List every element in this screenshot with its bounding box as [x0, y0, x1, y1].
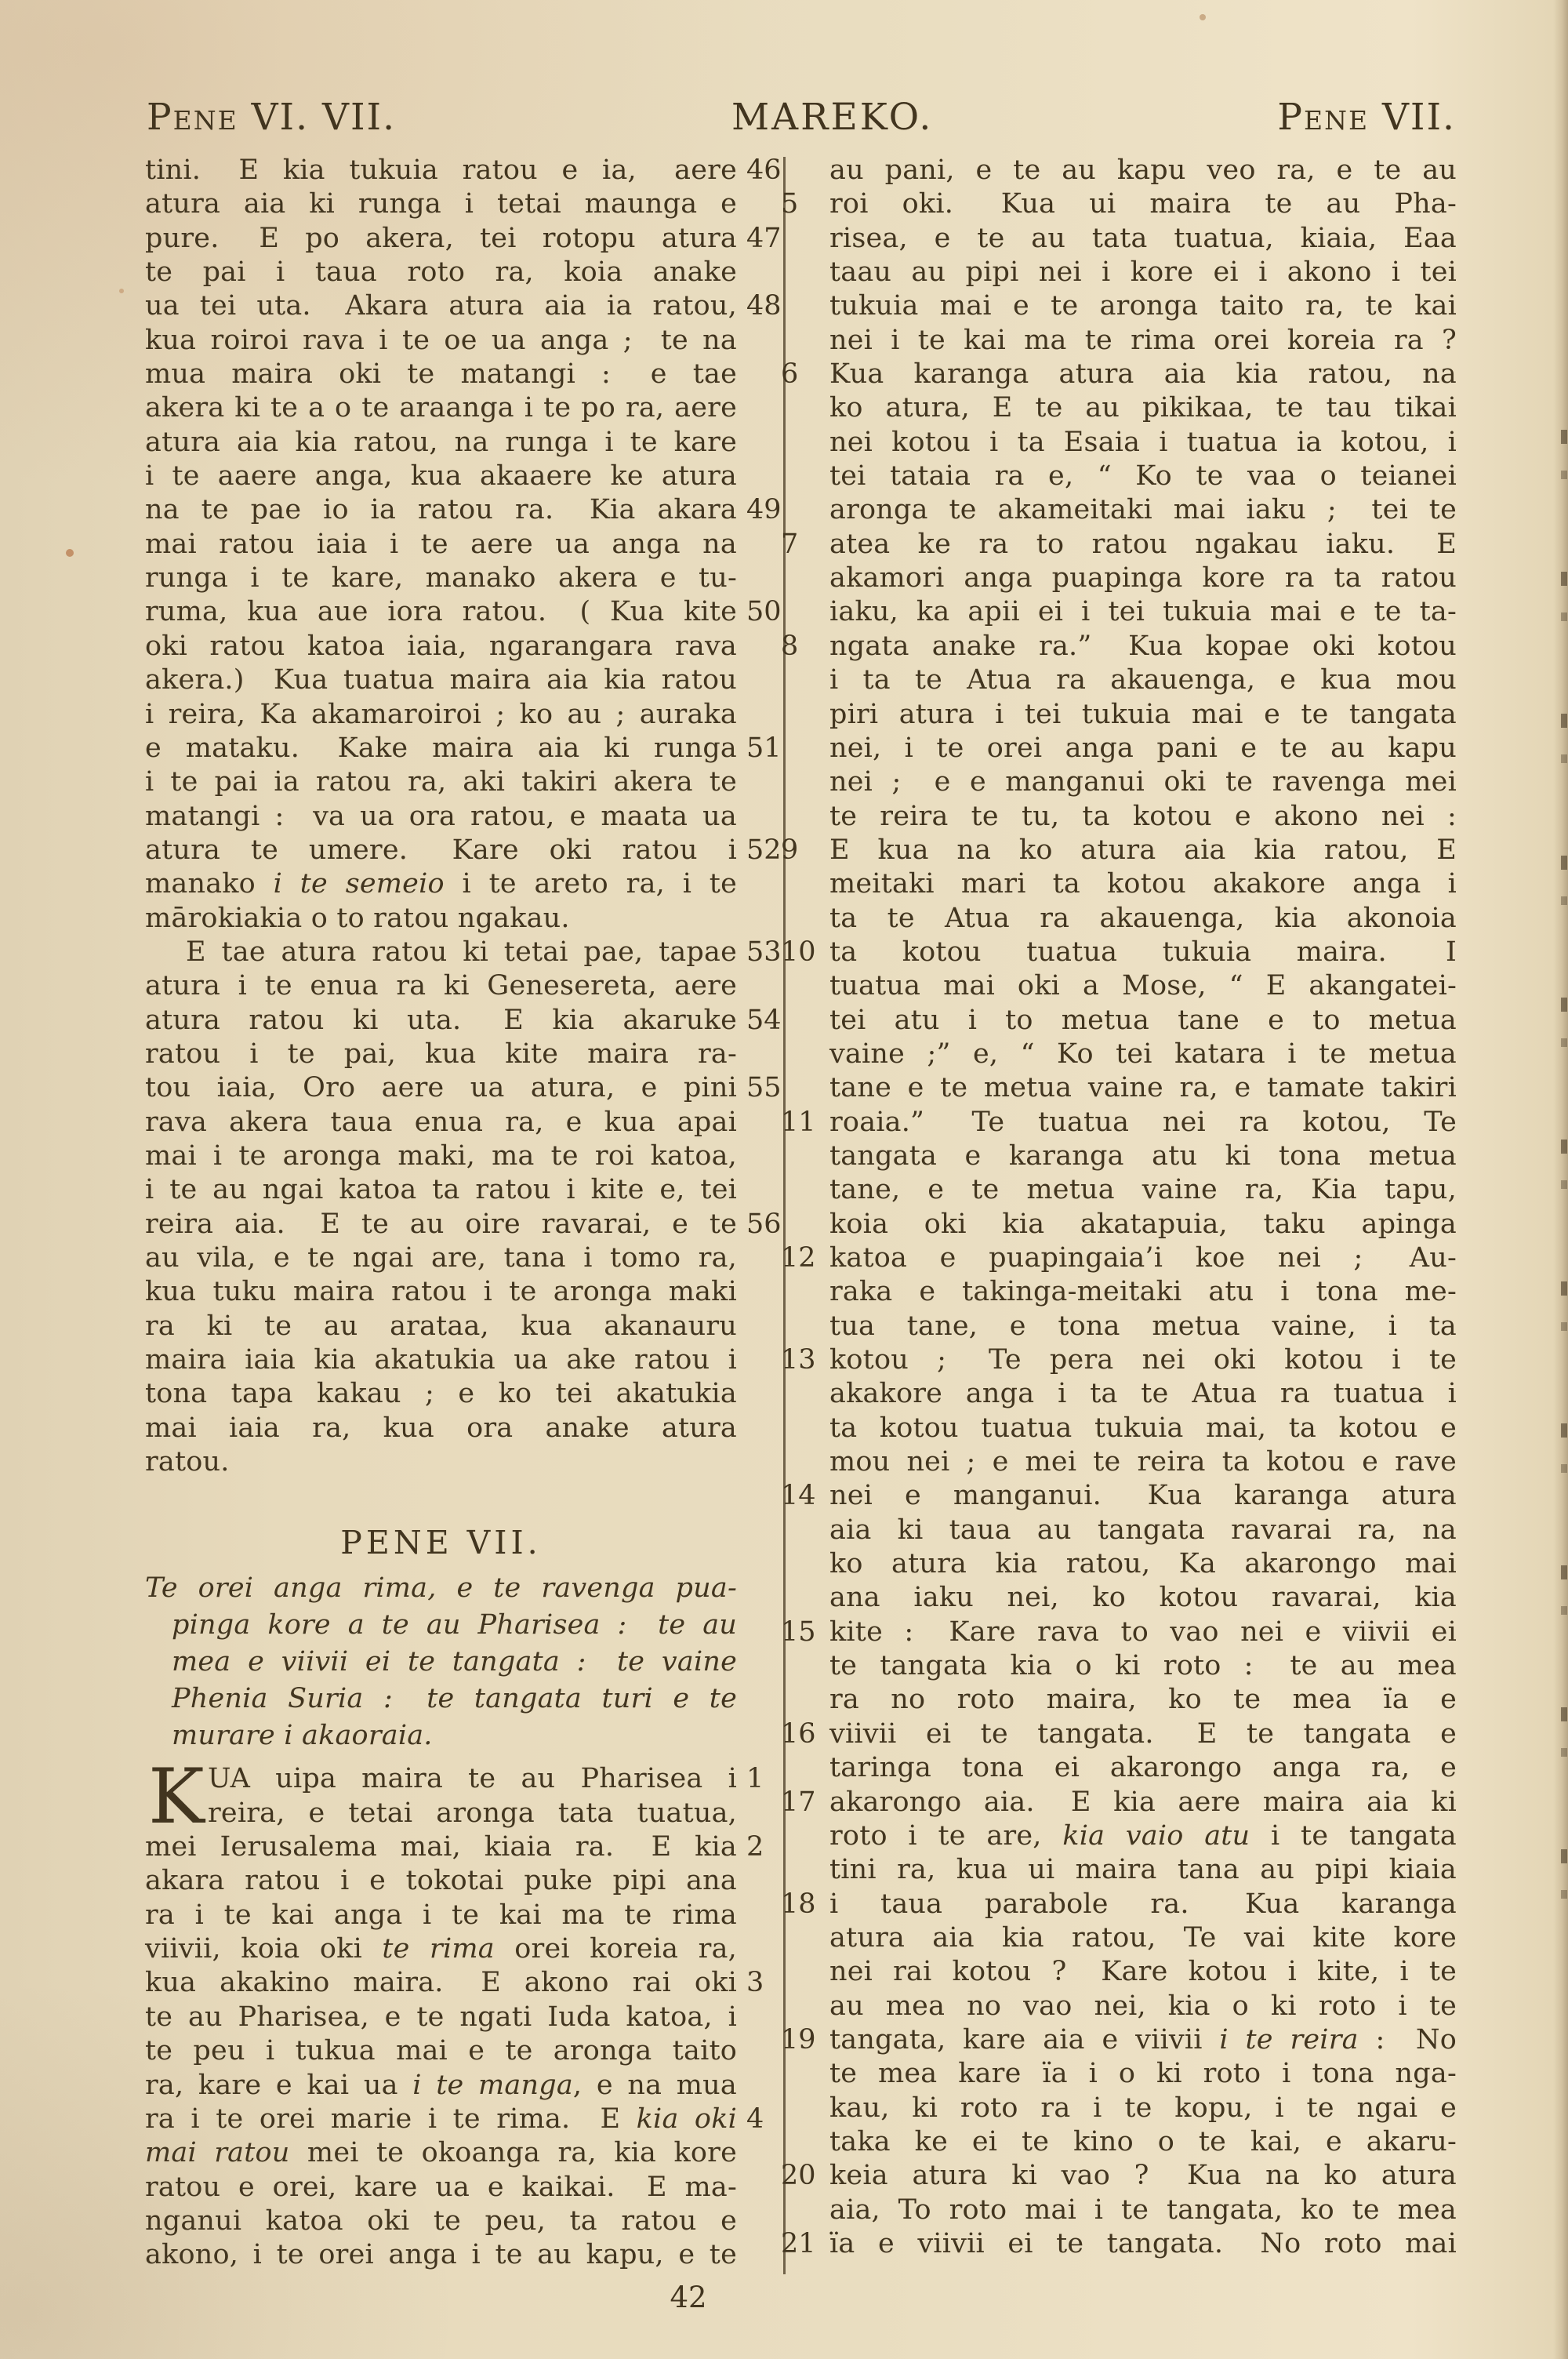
text-line: 54 atura ratou ki uta. E kia akaruke — [145, 1004, 737, 1038]
verse-number: 4 — [746, 2103, 764, 2135]
text-line: mai iaia ra, kua ora anake atura — [145, 1412, 737, 1444]
running-head-left: Pene VI. VII. — [147, 96, 397, 139]
text-line: 12 katoa e puapingaia’i koe nei ; Au- — [829, 1241, 1457, 1275]
text-line: 4 ra i te orei marie i te rima. E kia oki — [145, 2103, 737, 2136]
verse-number: 16 — [781, 1717, 816, 1750]
verse-number: 48 — [746, 290, 782, 322]
text-line: 10 ta kotou tuatua tukuia maira. I — [829, 936, 1457, 969]
verse-number: 51 — [746, 732, 782, 764]
text-line: 14 nei e manganui. Kua karanga atura — [829, 1479, 1457, 1513]
text-line: au mea no vao nei, kia o ki roto i te — [829, 1990, 1457, 2022]
chapter-heading: PENE VII. — [340, 1524, 542, 1562]
text-line: akakore anga i ta te Atua ra tuatua i — [829, 1378, 1457, 1410]
text-line: 47 pure. E po akera, tei rotopu atura — [145, 222, 737, 256]
text-line: 56 reira aia. E te au oire ravarai, e te — [145, 1208, 737, 1241]
chapter-opening-paragraph — [145, 1753, 764, 2272]
verse-number: 11 — [781, 1106, 816, 1138]
verse-number: 52 — [746, 834, 782, 866]
verse-number: 5 — [781, 188, 799, 220]
text-line: 9 E kua na ko atura aia kia ratou, E — [829, 834, 1457, 867]
text-line: akono, i te orei anga i te au kapu, e te — [145, 2239, 737, 2271]
text-line: akera ki te a o te araanga i te po ra, aere — [145, 392, 737, 424]
verse-number: 20 — [781, 2160, 816, 2192]
text-line: 11 roaia.” Te tuatua nei ra kotou, Te — [829, 1106, 1457, 1140]
text-line: 18 i taua parabole ra. Kua karanga — [829, 1888, 1457, 1921]
text-line: ko atura, E te au pikikaa, te tau tikai — [829, 392, 1457, 424]
verse-number: 2 — [746, 1831, 764, 1863]
text-line: ra no roto maira, ko te mea ïa e — [829, 1684, 1457, 1716]
text-line: ana iaku nei, ko kotou ravarai, kia — [829, 1582, 1457, 1614]
text-line: mai ratou mei te okoanga ra, kia kore — [145, 2137, 737, 2169]
text-line: mārokiakia o to ratou ngakau. — [145, 902, 570, 934]
verse-number: 9 — [781, 834, 799, 866]
text-line: taau au pipi nei i kore ei i akono i tei — [829, 256, 1457, 289]
text-line: kau, ki roto ra i te kopu, i te ngai e — [829, 2092, 1457, 2124]
text-line: te peu i tukua mai e te aronga taito — [145, 2035, 737, 2067]
text-line: tini ra, kua ui maira tana au pipi kiaia — [829, 1854, 1457, 1886]
text-line: mua maira oki te matangi : e tae — [145, 358, 737, 391]
text-line: tangata e karanga atu ki tona metua — [829, 1140, 1457, 1172]
verse-number: 10 — [781, 936, 816, 968]
verse-number: 17 — [781, 1786, 816, 1818]
text-line: akera.) Kua tuatua maira aia kia ratou — [145, 664, 737, 696]
verse-number: 3 — [746, 1967, 764, 1999]
opposite-page-edge-print-marks — [1561, 337, 1567, 1984]
text-line: kua tuku maira ratou i te aronga maki — [145, 1276, 737, 1308]
text-line: 3 kua akakino maira. E akono rai oki — [145, 1966, 737, 2000]
text-line: mai ratou iaia i te aere ua anga na — [145, 528, 737, 560]
text-line: 46 tini. E kia tukuia ratou e ia, aere — [145, 154, 737, 187]
text-line: 16 viivii ei te tangata. E te tangata e — [829, 1717, 1457, 1751]
text-line: 8 ngata anake ra.” Kua kopae oki kotou — [829, 630, 1457, 663]
right-column-verses — [781, 154, 1457, 2261]
text-line: te au Pharisea, e te ngati Iuda katoa, i — [145, 2001, 737, 2033]
text-line: manako i te semeio i te areto ra, i te — [145, 868, 737, 900]
text-line: akamori anga puapinga kore ra ta ratou — [829, 562, 1457, 594]
verse-number: 49 — [746, 494, 782, 526]
text-line: 48 ua tei uta. Akara atura aia ia ratou, — [145, 289, 737, 323]
verse-number: 8 — [781, 630, 799, 662]
text-line: 5 roi oki. Kua ui maira te au Pha- — [829, 187, 1457, 221]
text-line: ra, kare e kai ua i te manga, e na mua — [145, 2069, 737, 2101]
verse-number: 56 — [746, 1208, 782, 1240]
chapter-summary — [145, 1570, 737, 1754]
text-line: koia oki kia akatapuia, taku apinga — [829, 1208, 1457, 1240]
text-line: taringa tona ei akarongo anga ra, e — [829, 1752, 1457, 1784]
text-line: te tangata kia o ki roto : te au mea — [829, 1650, 1457, 1682]
chapter-opening-lines — [145, 1753, 764, 2272]
text-line: te pai i taua roto ra, koia anake — [145, 256, 737, 289]
verse-number: 19 — [781, 2023, 816, 2055]
text-line: ko atura kia ratou, Ka akarongo mai — [829, 1548, 1457, 1580]
text-line: Phenia Suria : te tangata turi e te — [172, 1683, 737, 1715]
text-line: tane, e te metua vaine ra, Kia tapu, — [829, 1174, 1457, 1206]
text-line: i reira, Ka akamaroiroi ; ko au ; auraka — [145, 698, 737, 730]
text-line: rava akera taua enua ra, e kua apai — [145, 1106, 737, 1138]
text-line: aronga te akameitaki mai iaku ; tei te — [829, 494, 1457, 526]
text-line: mea e viivii ei te tangata : te vaine — [172, 1646, 737, 1678]
text-line: mou nei ; e mei te reira ta kotou e rave — [829, 1446, 1457, 1478]
running-head-right: Pene VII. — [1277, 96, 1456, 139]
text-line: ra i te kai anga i te kai ma te rima — [145, 1899, 737, 1931]
text-line: kua roiroi rava i te oe ua anga ; te na — [145, 324, 737, 356]
text-line: 13 kotou ; Te pera nei oki kotou i te — [829, 1343, 1457, 1377]
verse-number: 15 — [781, 1616, 816, 1648]
verse-number: 1 — [746, 1763, 764, 1795]
text-line: 52 atura te umere. Kare oki ratou i — [145, 834, 737, 867]
text-line: nei i te kai ma te rima orei koreia ra ? — [829, 324, 1457, 356]
verse-number: 55 — [746, 1072, 782, 1104]
left-column-verses — [145, 154, 782, 1479]
paper-stain — [119, 289, 124, 293]
text-line: raka e takinga-meitaki atu i tona me- — [829, 1276, 1457, 1308]
verse-number: 50 — [746, 596, 782, 628]
text-line: 20 keia atura ki vao ? Kua na ko atura — [829, 2159, 1457, 2193]
text-line: 6 Kua karanga atura aia kia ratou, na — [829, 358, 1457, 391]
text-line: mai i te aronga maki, ma te roi katoa, — [145, 1140, 737, 1172]
text-line: nei rai kotou ? Kare kotou i kite, i te — [829, 1956, 1457, 1988]
verse-number: 47 — [746, 222, 782, 254]
text-line: 15 kite : Kare rava to vao nei e viivii ei — [829, 1616, 1457, 1649]
text-line: tane e te metua vaine ra, e tamate takiri — [829, 1072, 1457, 1104]
text-line: ratou i te pai, kua kite maira ra- — [145, 1038, 737, 1070]
text-line: atura i te enua ra ki Genesereta, aere — [145, 970, 737, 1002]
paper-stain — [66, 549, 74, 557]
text-line: maira iaia kia akatukia ua ake ratou i — [145, 1344, 737, 1376]
verse-number: 54 — [746, 1004, 782, 1036]
verse-number: 12 — [781, 1242, 816, 1274]
running-head-title: MAREKO. — [731, 96, 934, 139]
text-line: ratou e orei, kare ua e kaikai. E ma- — [145, 2171, 737, 2203]
text-line: 7 atea ke ra to ratou ngakau iaku. E — [829, 528, 1457, 562]
text-line: oki ratou katoa iaia, ngarangara rava — [145, 630, 737, 662]
text-line: au vila, e te ngai are, tana i tomo ra, — [145, 1242, 737, 1274]
text-line: iaku, ka apii ei i tei tukuia mai e te ta- — [829, 596, 1457, 628]
text-line: ra ki te au arataa, kua akanauru — [145, 1310, 737, 1342]
verse-number: 46 — [746, 154, 782, 186]
text-line: atura aia kia ratou, na runga i te kare — [145, 426, 737, 458]
text-line: tukuia mai e te aronga taito ra, te kai — [829, 290, 1457, 322]
text-line: au pani, e te au kapu veo ra, e te au — [829, 154, 1457, 186]
text-line: meitaki mari ta kotou akakore anga i — [829, 868, 1457, 900]
text-line: murare i akaoraia. — [172, 1720, 433, 1752]
text-line: ratou. — [145, 1446, 230, 1478]
text-line: 19 tangata, kare aia e viivii i te reira : No — [829, 2023, 1457, 2057]
text-line: atura aia ki runga i tetai maunga e — [145, 188, 737, 220]
text-line: viivii, koia oki te rima orei koreia ra, — [145, 1933, 737, 1965]
text-line: 17 akarongo aia. E kia aere maira aia ki — [829, 1786, 1457, 1819]
text-line: reira, e tetai aronga tata tuatua, — [208, 1797, 737, 1829]
text-line: 1 UA uipa maira te au Pharisea i — [145, 1762, 737, 1796]
text-line: atura aia kia ratou, Te vai kite kore — [829, 1921, 1457, 1954]
text-line: taka ke ei te kino o te kai, e akaru- — [829, 2125, 1457, 2157]
text-line: aia, To roto mai i te tangata, ko te mea — [829, 2194, 1457, 2226]
text-line: 2 mei Ierusalema mai, kiaia ra. E kia — [145, 1830, 737, 1864]
text-line: te reira te tu, ta kotou e akono nei : — [829, 800, 1457, 832]
verse-number: 21 — [781, 2227, 816, 2259]
text-line: aia ki taua au tangata ravarai ra, na — [829, 1514, 1457, 1546]
verse-number: 6 — [781, 358, 799, 391]
text-line: te mea kare ïa i o ki roto i tona nga- — [829, 2058, 1457, 2090]
text-line: i ta te Atua ra akauenga, e kua mou — [829, 664, 1457, 696]
text-line: tua tane, e tona metua vaine, i ta — [829, 1310, 1457, 1342]
text-line: tei atu i to metua tane e to metua — [829, 1004, 1457, 1036]
text-line: 51 e mataku. Kake maira aia ki runga — [145, 732, 737, 765]
page-number: 42 — [670, 2281, 707, 2314]
text-line: nei ; e e manganui oki te ravenga mei — [829, 766, 1457, 798]
text-line: pinga kore a te au Pharisea : te au — [172, 1609, 737, 1641]
verse-number: 53 — [746, 936, 782, 968]
verse-number: 13 — [781, 1344, 816, 1376]
text-line: i te pai ia ratou ra, aki takiri akera te — [145, 766, 737, 798]
text-line: ta te Atua ra akauenga, kia akonoia — [829, 902, 1457, 934]
verse-number: 7 — [781, 528, 799, 560]
text-line: tuatua mai oki a Mose, “ E akangatei- — [829, 970, 1457, 1002]
left-column — [145, 154, 782, 2273]
text-line: Te orei anga rima, e te ravenga pua- — [145, 1572, 737, 1605]
verse-number: 18 — [781, 1888, 816, 1920]
text-line: roto i te are, kia vaio atu i te tangata — [829, 1819, 1457, 1852]
text-line: 50 ruma, kua aue iora ratou. ( Kua kite — [145, 595, 737, 629]
text-line: vaine ;” e, “ Ko tei katara i te metua — [829, 1038, 1457, 1070]
text-line: nei kotou i ta Esaia i tuatua ia kotou, i — [829, 426, 1457, 458]
text-line: matangi : va ua ora ratou, e maata ua — [145, 800, 737, 832]
text-line: ta kotou tuatua tukuia mai, ta kotou e — [829, 1412, 1457, 1444]
text-line: nganui katoa oki te peu, ta ratou e — [145, 2205, 737, 2237]
text-line: akara ratou i e tokotai puke pipi ana — [145, 1865, 737, 1897]
verse-number: 14 — [781, 1480, 816, 1512]
text-line: 21 ïa e viivii ei te tangata. No roto mai — [829, 2227, 1457, 2261]
right-column — [781, 154, 1457, 2261]
running-head — [145, 96, 1456, 143]
text-line: tona tapa kakau ; e ko tei akatukia — [145, 1378, 737, 1410]
text-line: risea, e te au tata tuatua, kiaia, Eaa — [829, 222, 1457, 254]
text-line: runga i te kare, manako akera e tu- — [145, 562, 737, 594]
text-line: piri atura i tei tukuia mai e te tangata — [829, 698, 1457, 730]
text-line: 53 E tae atura ratou ki tetai pae, tapae — [145, 936, 737, 969]
drop-cap-initial: K — [148, 1753, 205, 1841]
text-line: tei tataia ra e, “ Ko te vaa o teianei — [829, 460, 1457, 493]
paper-stain — [1200, 14, 1206, 20]
text-line: 55 tou iaia, Oro aere ua atura, e pini — [145, 1071, 737, 1105]
text-line: nei, i te orei anga pani e te au kapu — [829, 732, 1457, 764]
text-line: 49 na te pae io ia ratou ra. Kia akara — [145, 493, 737, 527]
text-line: i te aaere anga, kua akaaere ke atura — [145, 460, 737, 493]
text-line: i te au ngai katoa ta ratou i kite e, tei — [145, 1174, 737, 1206]
